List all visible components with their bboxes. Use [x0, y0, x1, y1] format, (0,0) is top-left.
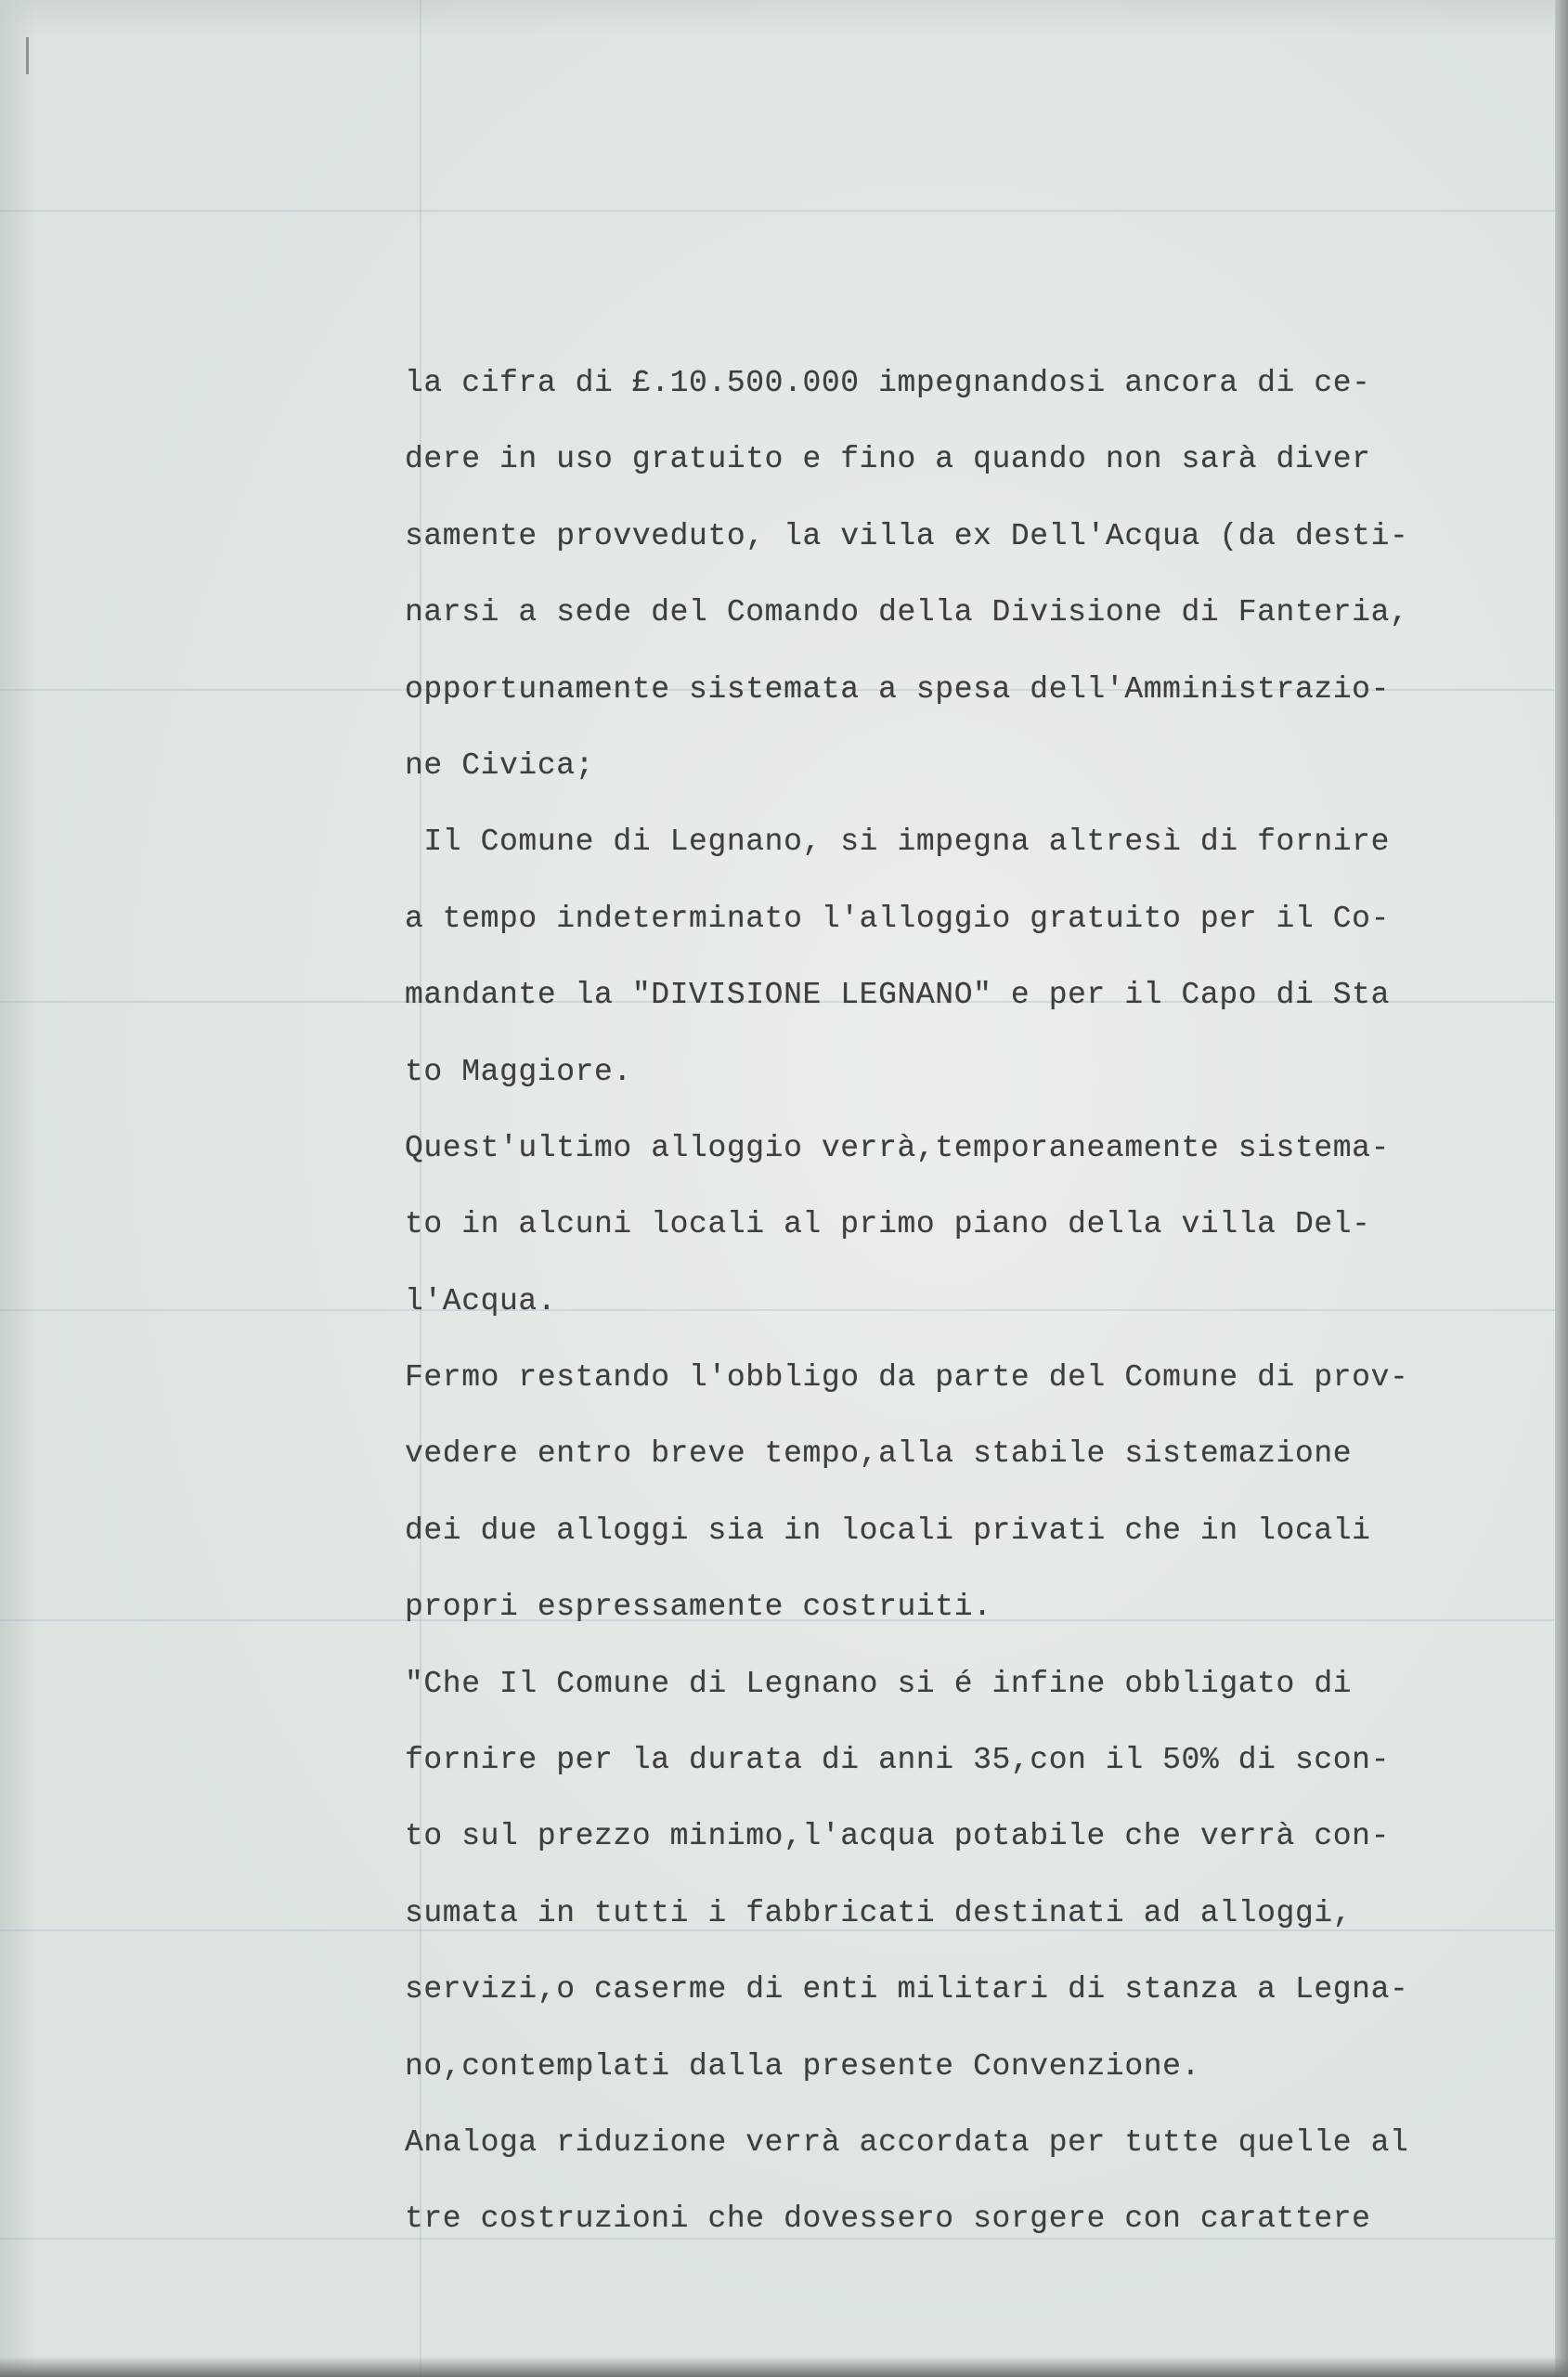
text-line: to in alcuni locali al primo piano della villa Del- — [405, 1207, 1371, 1242]
text-line: sumata in tutti i fabbricati destinati ad alloggi, — [405, 1895, 1353, 1930]
text-line: fornire per la durata di anni 35,con il 50% di scon- — [405, 1743, 1390, 1778]
text-line: vedere entro breve tempo,alla stabile sistemazione — [405, 1436, 1353, 1472]
text-line: Analoga riduzione verrà accordata per tutte quelle al — [405, 2124, 1409, 2160]
page-edge-shadow — [1555, 0, 1568, 2377]
typed-text-block — [405, 345, 1472, 2258]
text-line: no,contemplati dalla presente Convenzione. — [405, 2048, 1200, 2084]
text-line: narsi a sede del Comando della Divisione di Fanteria, — [405, 595, 1409, 630]
text-line: to sul prezzo minimo,l'acqua potabile che verrà con- — [405, 1819, 1390, 1854]
text-line: ne Civica; — [405, 747, 595, 783]
text-line: samente provveduto, la villa ex Dell'Acqua (da desti- — [405, 518, 1409, 553]
text-line: propri espressamente costruiti. — [405, 1590, 992, 1625]
text-line: opportunamente sistemata a spesa dell'Amministrazio- — [405, 671, 1390, 707]
text-line: tre costruzioni che dovessero sorgere con carattere — [405, 2202, 1371, 2237]
text-line: servizi,o caserme di enti militari di stanza a Legna- — [405, 1972, 1409, 2007]
text-line: mandante la "DIVISIONE LEGNANO" e per il Capo di Sta — [405, 978, 1390, 1013]
edge-mark — [26, 37, 29, 74]
text-line: la cifra di £.10.500.000 impegnandosi ancora di ce- — [405, 366, 1371, 400]
text-line: dere in uso gratuito e fino a quando non sarà diver — [405, 442, 1371, 477]
text-line: to Maggiore. — [405, 1054, 632, 1089]
text-line: Il Comune di Legnano, si impegna altresì di fornire — [405, 825, 1390, 860]
text-line: Fermo restando l'obbligo da parte del Comune di prov- — [405, 1360, 1409, 1396]
text-line: "Che Il Comune di Legnano si é infine obbligato di — [405, 1666, 1353, 1701]
text-line: a tempo indeterminato l'alloggio gratuito per il Co- — [405, 901, 1390, 936]
text-line: l'Acqua. — [405, 1283, 557, 1318]
page-bottom-shadow — [0, 2357, 1568, 2377]
ruled-line — [0, 210, 1568, 212]
text-line: Quest'ultimo alloggio verrà,temporaneamente sistema- — [405, 1130, 1390, 1165]
text-line: dei due alloggi sia in locali privati che in locali — [405, 1513, 1371, 1548]
